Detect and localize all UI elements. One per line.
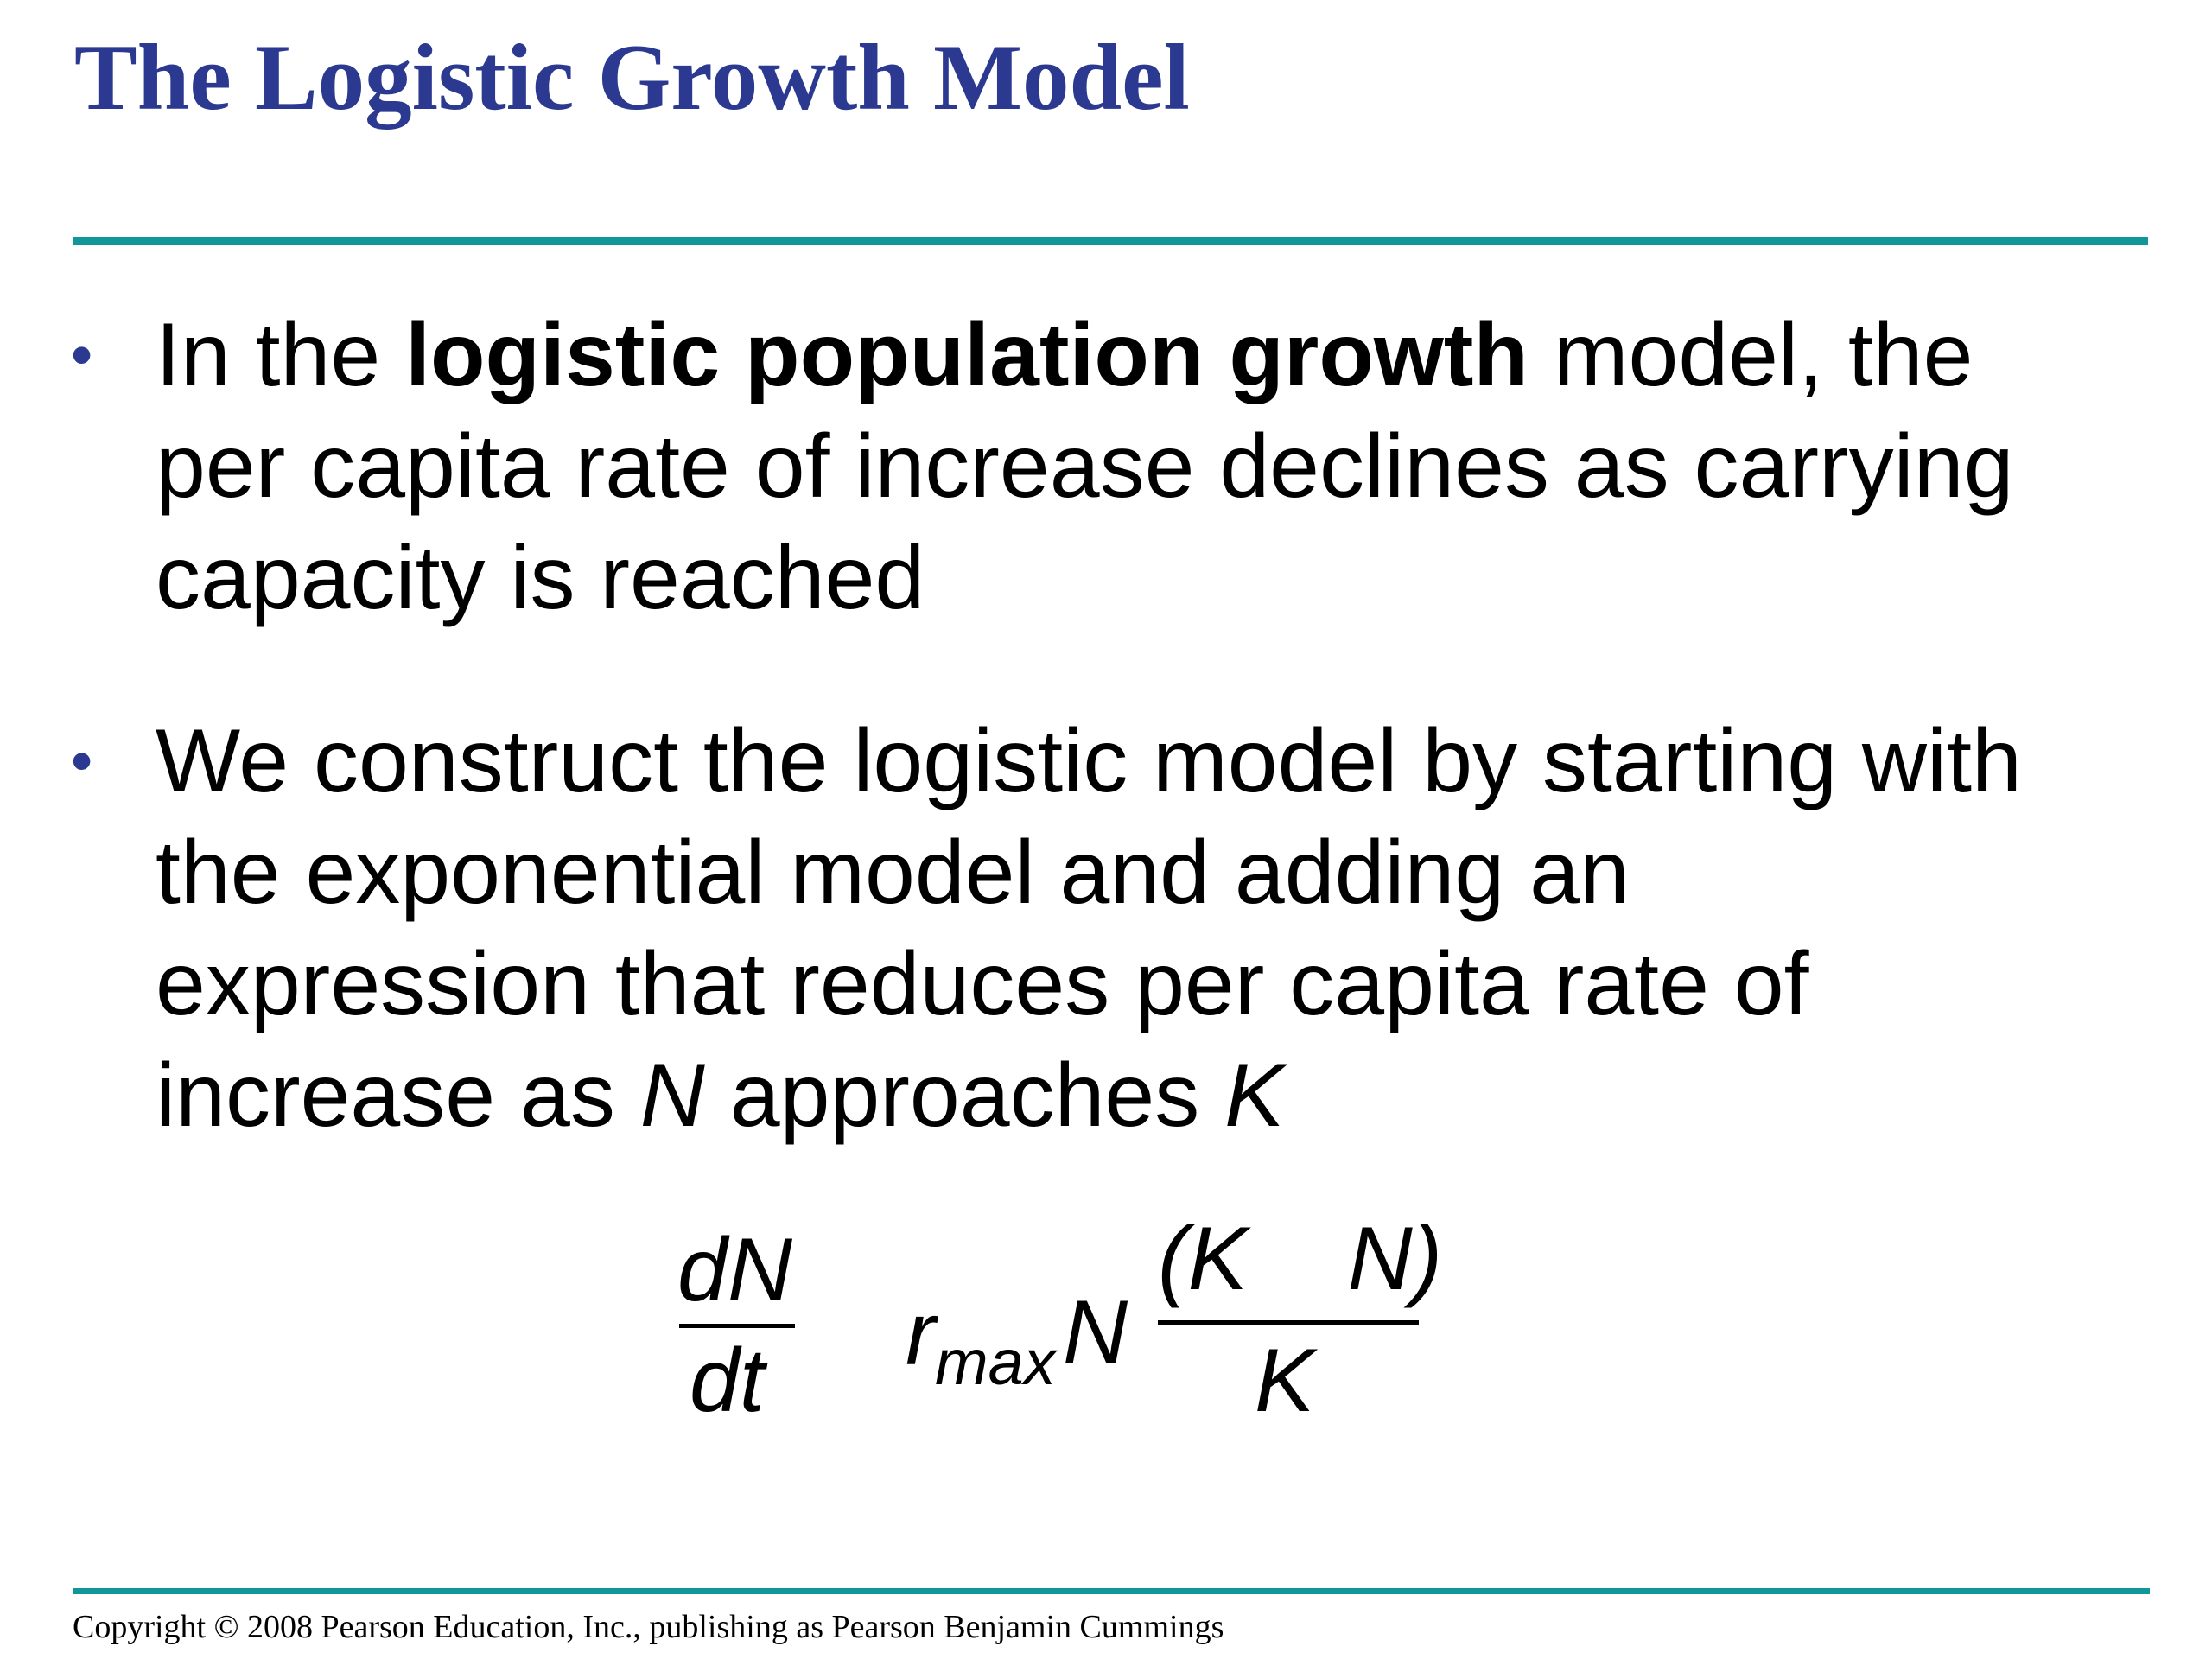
rhs-numerator: (K N) <box>1158 1209 1443 1309</box>
text-run: model, the <box>1528 305 1974 405</box>
text-run: approaches <box>704 1046 1225 1146</box>
key-term: logistic population growth <box>405 305 1529 405</box>
bullet-line: We construct the logistic model by starting with <box>156 711 2022 811</box>
bullet-line: per capita rate of increase declines as carrying <box>156 416 2014 517</box>
text-run: increase as <box>156 1046 640 1146</box>
lhs-fraction-bar <box>679 1324 795 1328</box>
slide-title: The Logistic Growth Model <box>74 25 1190 130</box>
lhs-numerator: dN <box>677 1220 792 1320</box>
variable-k: K <box>1224 1046 1285 1146</box>
bullet-line: the exponential model and adding an <box>156 823 1630 923</box>
rate-subscript: max <box>935 1326 1056 1398</box>
bullet-line: capacity is reached <box>156 528 925 628</box>
bullet-marker: • <box>71 727 93 796</box>
variable-n: N <box>639 1046 705 1146</box>
rate-symbol: r <box>906 1284 936 1384</box>
population-symbol: N <box>1063 1282 1128 1382</box>
bullet-line: expression that reduces per capita rate of <box>156 934 1809 1034</box>
rhs-fraction-bar <box>1158 1320 1419 1325</box>
text-run: In the <box>156 305 406 405</box>
bullet-marker: • <box>71 321 93 390</box>
copyright-footer: Copyright © 2008 Pearson Education, Inc., publishing as Pearson Benjamin Cummings <box>73 1609 1224 1645</box>
footer-divider <box>73 1588 2150 1594</box>
lhs-denominator: dt <box>690 1331 765 1431</box>
rhs-denominator: K <box>1255 1331 1315 1431</box>
